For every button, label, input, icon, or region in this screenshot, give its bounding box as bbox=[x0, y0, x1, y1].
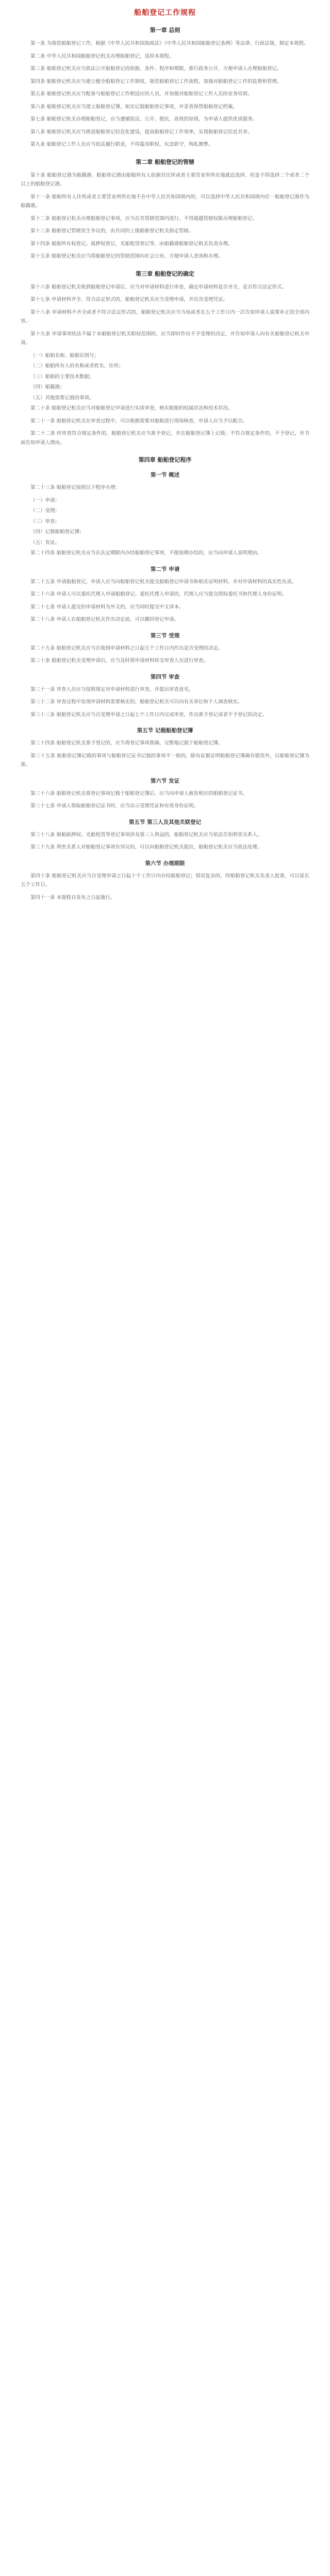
article-paragraph: 第一条 为规范船舶登记工作，根据《中华人民共和国海商法》《中华人民共和国船舶登记条例》等法律、行政法规，制定本规程。 bbox=[30, 41, 309, 46]
article-paragraph: 第三十八条 船舶抵押权、光船租赁等登记事项涉及第三人利益的，船舶登记机关应当依法告知利害关系人。 bbox=[30, 832, 262, 838]
article-paragraph: 第二条 中华人民共和国船舶登记机关办理船舶登记，适用本规程。 bbox=[30, 53, 174, 59]
list-item: （一）申请； bbox=[30, 497, 60, 503]
list-item: （二）受理； bbox=[30, 508, 60, 514]
article-paragraph: 第二十四条 船舶登记机关应当在法定期限内办结船舶登记事项，不能按期办结的，应当向申请人说明理由。 bbox=[30, 550, 262, 556]
article-paragraph: 第三十五条 船舶登记簿记载的事项与船舶登记证书记载的事项不一致的，除有证据证明船舶登记簿确有错误外，以船舶登记簿为准。 bbox=[21, 753, 309, 768]
list-item: （五）发证。 bbox=[30, 539, 60, 546]
article-paragraph: 第十二条 船舶登记机关办理船舶登记事项，应当在其管辖范围内进行，不得超越管辖权限办理船舶登记。 bbox=[30, 215, 258, 222]
list-item: （三）审查； bbox=[30, 518, 60, 524]
article-paragraph: 第四十条 船舶登记机关应当自受理申请之日起十个工作日内办结船舶登记；情况复杂的，经船舶登记机关负责人批准，可以延长五个工作日。 bbox=[21, 873, 309, 888]
article-paragraph: 第二十一条 船舶登记机关在审查过程中，可以根据需要对船舶进行现场核查，申请人应当予以配合。 bbox=[30, 418, 248, 424]
section-heading: 第二节 申请 bbox=[150, 566, 180, 572]
article-paragraph: 第三十四条 船舶登记机关准予登记的，应当将登记事项准确、完整地记载于船舶登记簿。 bbox=[30, 740, 223, 746]
article-paragraph: 第二十三条 船舶登记按照以下程序办理： bbox=[30, 485, 121, 490]
article-paragraph: 第九条 船舶登记工作人员应当依法履行职责，不得滥用职权、玩忽职守、徇私舞弊。 bbox=[30, 142, 213, 147]
article-paragraph: 第十七条 申请材料齐全、符合法定形式的，船舶登记机关应当受理申请，并出具受理凭证。 bbox=[30, 297, 228, 302]
article-paragraph: 第十六条 船舶登记机关收到船舶登记申请后，应当对申请材料进行审查，确定申请材料是否齐全、是否符合法定形式。 bbox=[30, 284, 287, 290]
article-paragraph: 第二十五条 申请船舶登记，申请人应当向船舶登记机关提交船舶登记申请书和相关证明材料，并对申请材料的真实性负责。 bbox=[30, 579, 297, 585]
article-paragraph: 第二十六条 申请人可以委托代理人申请船舶登记。委托代理人申请的，代理人应当提交授权委托书和代理人身份证明。 bbox=[30, 591, 287, 597]
chapter-heading: 第四章 船舶登记程序 bbox=[138, 456, 192, 463]
article-paragraph: 第五条 船舶登记机关应当配备与船舶登记工作相适应的人员，并加强对船舶登记工作人员的业务培训。 bbox=[30, 91, 253, 97]
list-item: （三）船舶的主要技术数据； bbox=[30, 374, 94, 380]
article-paragraph: 第四条 船舶登记机关应当建立健全船舶登记工作制度，规范船舶登记工作流程，加强对船舶登记工作的监督和管理。 bbox=[30, 78, 282, 84]
section-heading: 第五节 第三人及其他关联登记 bbox=[128, 819, 202, 825]
document-content bbox=[21, 26, 309, 902]
list-item: （五）其他需要记载的事项。 bbox=[30, 395, 94, 401]
section-heading: 第五节 记载船舶登记簿 bbox=[137, 727, 193, 734]
chapter-heading: 第三章 船舶登记的确定 bbox=[136, 270, 194, 277]
article-paragraph: 第十条 船舶登记港为船籍港。船舶登记港由船舶所有人依据其住所或者主要营业所所在地就近选择，但是不得选择二个或者二个以上的船舶登记港。 bbox=[21, 172, 309, 187]
article-paragraph: 第七条 船舶登记机关办理船舶登记，应当遵循依法、公开、便民、高效的原则，为申请人提供优质服务。 bbox=[30, 116, 258, 122]
article-paragraph: 第二十七条 申请人提交的申请材料为外文的，应当同时提交中文译本。 bbox=[30, 604, 184, 610]
article-paragraph: 第三十条 船舶登记机关受理申请后，应当及时将申请材料转交审查人员进行审查。 bbox=[30, 658, 209, 664]
chapter-heading: 第一章 总则 bbox=[150, 27, 180, 33]
section-heading: 第一节 概述 bbox=[150, 472, 180, 478]
section-heading: 第六节 发证 bbox=[150, 777, 180, 784]
list-item: （一）船舶名称、船舶识别号； bbox=[30, 352, 100, 359]
article-paragraph: 第六条 船舶登记机关应当建立船舶登记簿，如实记载船舶登记事项，并妥善保管船舶登记档案。 bbox=[30, 104, 238, 110]
article-paragraph: 第三十二条 审查过程中发现申请材料需要核实的，船舶登记机关可以向有关单位和个人调查核实。 bbox=[30, 699, 243, 705]
article-paragraph: 第十五条 船舶登记机关应当将船舶登记的管辖范围向社会公布，方便申请人查询和办理。 bbox=[30, 253, 223, 259]
article-paragraph: 第三十一条 审查人员应当按照规定对申请材料进行审查，并提出审查意见。 bbox=[30, 686, 194, 692]
article-paragraph: 第十九条 申请事项依法不属于本船舶登记机关职权范围的，应当即时作出不予受理的决定，并告知申请人向有关船舶登记机关申请。 bbox=[21, 331, 309, 346]
article-paragraph: 第二十条 船舶登记机关应当对船舶登记申请进行实质审查，核实船舶的权属状况和技术状况。 bbox=[30, 405, 233, 411]
article-paragraph: 第十三条 船舶登记管辖发生争议的，由共同的上级船舶登记机关指定管辖。 bbox=[30, 228, 194, 234]
article-paragraph: 第十四条 船舶所有权登记、抵押权登记、光船租赁登记等，由船籍港船舶登记机关负责办理。 bbox=[30, 241, 233, 247]
section-heading: 第三节 受理 bbox=[150, 632, 180, 639]
article-paragraph: 第三十六条 船舶登记机关将登记事项记载于船舶登记簿后，应当向申请人核发相应的船舶登记证书。 bbox=[30, 790, 248, 796]
chapter-heading: 第二章 船舶登记的管辖 bbox=[136, 158, 194, 165]
article-paragraph: 第三条 船舶登记机关应当依法公开船舶登记的依据、条件、程序和期限，推行政务公开，方便申请人办理船舶登记。 bbox=[30, 66, 282, 72]
article-paragraph: 第四十一条 本规程自发布之日起施行。 bbox=[30, 894, 116, 901]
article-paragraph: 第二十八条 申请人在船舶登记机关作出决定前，可以撤回登记申请。 bbox=[30, 617, 179, 622]
list-item: （二）船舶所有人的名称或者姓名、住所； bbox=[30, 363, 124, 369]
article-paragraph: 第三十九条 利害关系人对船舶登记事项有异议的，可以向船舶登记机关提出，船舶登记机关应当依法处理。 bbox=[30, 844, 262, 850]
section-heading: 第六节 办理期限 bbox=[145, 860, 185, 867]
article-paragraph: 第十八条 申请材料不齐全或者不符合法定形式的，船舶登记机关应当当场或者在五个工作日内一次告知申请人需要补正的全部内容。 bbox=[21, 309, 309, 324]
article-paragraph: 第十一条 船舶所有人住所或者主要营业所所在地不在中华人民共和国境内的，可以选择中华人民共和国境内任一船舶登记港作为船籍港。 bbox=[21, 194, 309, 209]
article-paragraph: 第二十二条 经审查符合规定条件的，船舶登记机关应当准予登记，并在船舶登记簿上记载；不符合规定条件的，不予登记，并书面告知申请人理由。 bbox=[21, 431, 309, 446]
article-paragraph: 第八条 船舶登记机关应当推进船舶登记信息化建设，提高船舶登记工作效率，实现船舶登记信息共享。 bbox=[30, 129, 253, 135]
document-body bbox=[21, 0, 309, 902]
article-paragraph: 第三十七条 申请人领取船舶登记证书时，应当出示受理凭证和有效身份证明。 bbox=[30, 803, 199, 809]
list-item: （四）船籍港； bbox=[30, 384, 65, 390]
section-heading: 第四节 审查 bbox=[150, 673, 180, 680]
article-paragraph: 第二十九条 船舶登记机关应当在收到申请材料之日起五个工作日内作出是否受理的决定。 bbox=[30, 645, 223, 651]
article-paragraph: 第三十三条 船舶登记机关应当自受理申请之日起七个工作日内完成审查，作出准予登记或者不予登记的决定。 bbox=[30, 711, 268, 718]
list-item: （四）记载船舶登记簿； bbox=[30, 529, 85, 535]
document-title: 船舶登记工作规程 bbox=[134, 9, 196, 17]
